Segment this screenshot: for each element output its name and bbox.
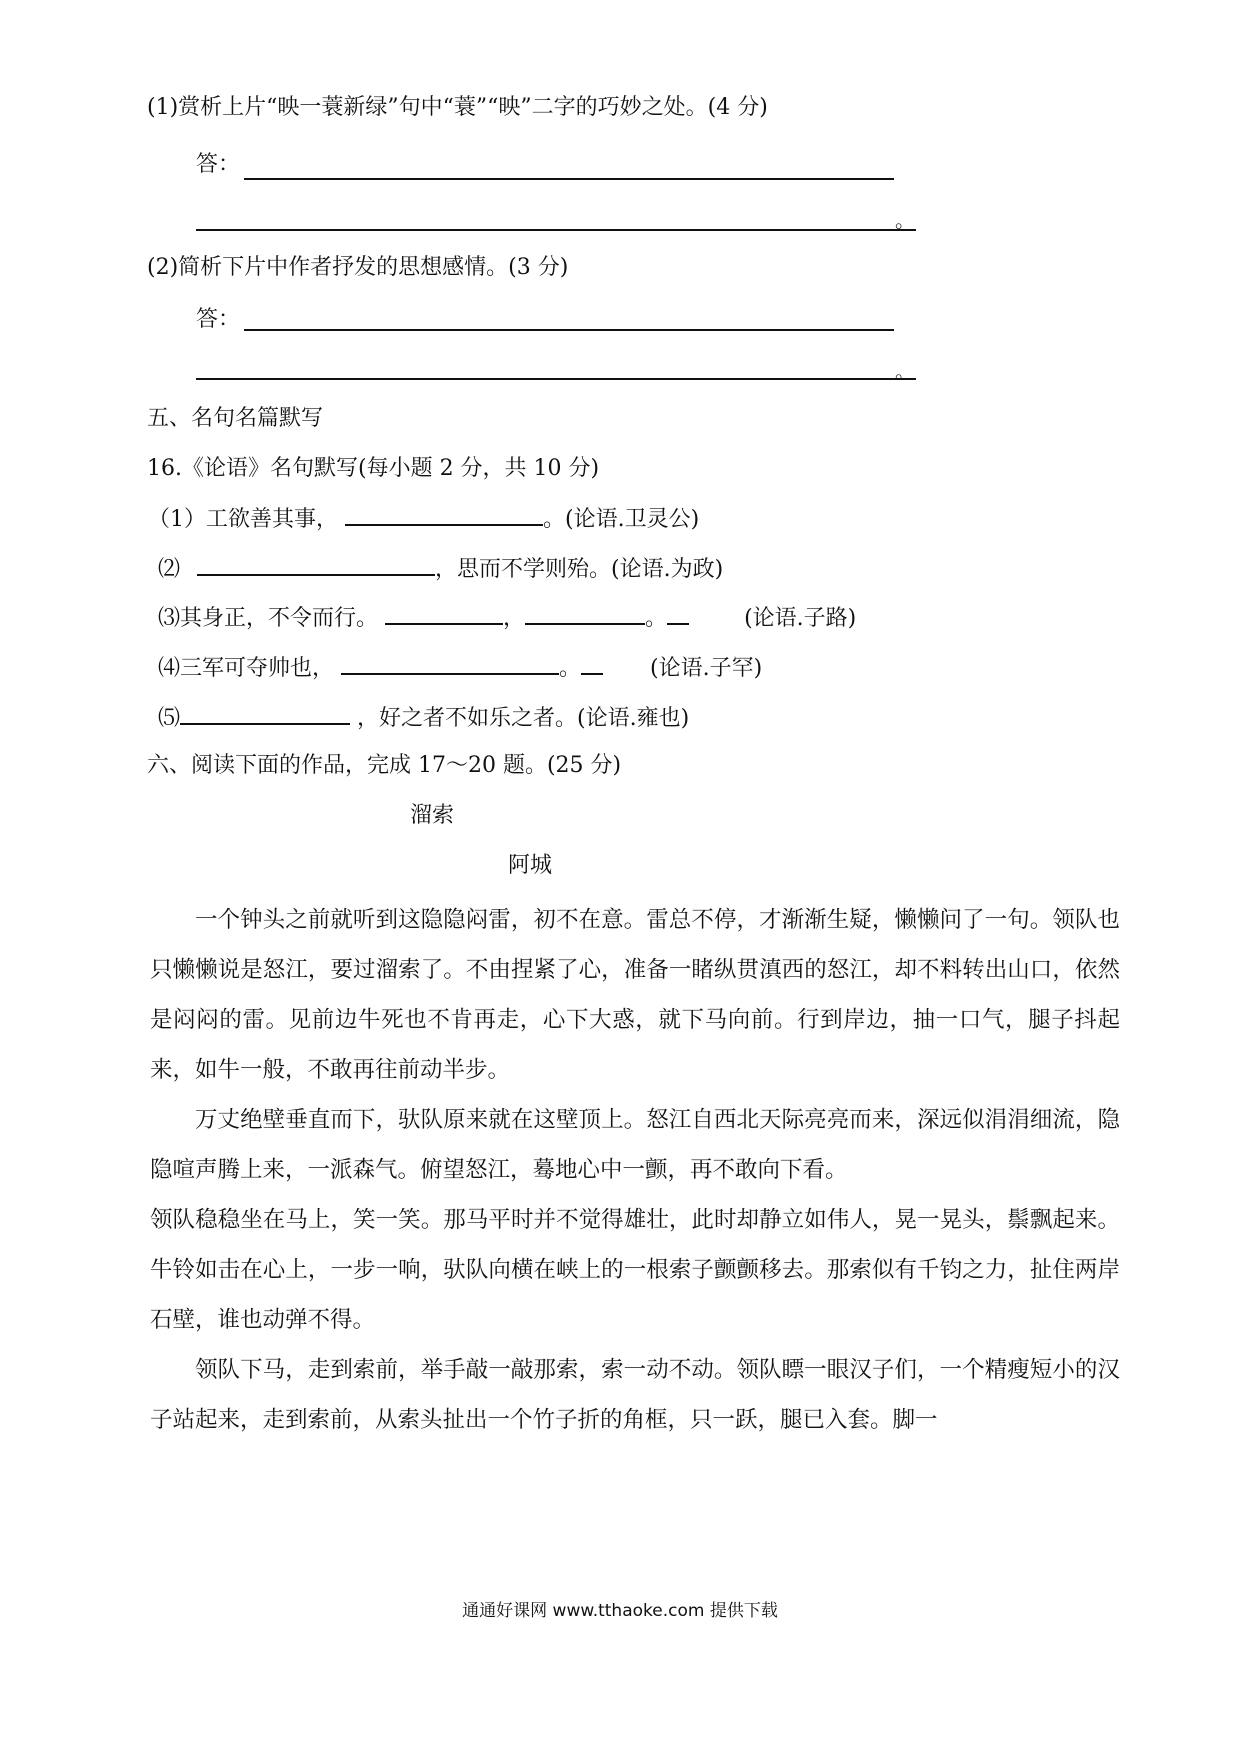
fill-blank[interactable] <box>180 701 350 725</box>
paragraph-4: 领队下马，走到索前，举手敲一敲那索，索一动不动。领队瞟一眼汉子们，一个精瘦短小的汉子站起来，走到索前，从索头扯出一个竹子折的角框，只一跃，腿已入套。脚一 <box>150 1357 1120 1433</box>
answer-line-1[interactable] <box>244 178 894 180</box>
item-text-after: 。 <box>645 606 668 631</box>
paragraph-3: 领队稳稳坐在马上，笑一笑。那马平时并不觉得雄壮，此时却静立如伟人，晃一晃头，鬃飘起来。牛铃如击在心上，一步一响，驮队向横在峡上的一根索子颤颤移去。那索似有千钧之力，扯住两岸石壁，谁也动弹不得。 <box>150 1207 1120 1333</box>
page-footer: 通通好课网 www.tthaoke.com 提供下载 <box>462 1601 778 1621</box>
section-6-heading: 六、阅读下面的作品，完成 17～20 题。(25 分) <box>147 753 622 778</box>
end-mark: 。 <box>895 208 915 232</box>
fill-blank-tail <box>581 651 603 675</box>
question-15-1-prompt: (1)赏析上片“映一蓑新绿”句中“蓑”“映”二字的巧妙之处。(4 分) <box>147 95 768 120</box>
fill-item-5 <box>158 701 689 734</box>
item-source: (论语.子罕) <box>650 656 763 681</box>
fill-item-1 <box>148 502 699 535</box>
fill-item-4 <box>158 651 762 684</box>
answer-line-2[interactable] <box>196 229 916 231</box>
article-title: 溜索 <box>410 803 455 828</box>
item-number: ⑸ <box>158 706 181 731</box>
question-15-2-prompt: (2)简析下片中作者抒发的思想感情。(3 分) <box>147 255 569 280</box>
end-mark: 。 <box>895 359 915 383</box>
item-text-after: 。(论语.卫灵公) <box>543 507 700 532</box>
item-text-mid: ， <box>503 606 526 631</box>
item-text-after: ，思而不学则殆。(论语.为政) <box>435 557 724 582</box>
item-text-before: 工欲善其事， <box>206 507 339 532</box>
item-text-before: 其身正，不令而行。 <box>180 606 379 631</box>
answer-line-1[interactable] <box>244 329 894 331</box>
item-text-after: ，好之者不如乐之者。(论语.雍也) <box>357 706 690 731</box>
question-16-title: 16.《论语》名句默写(每小题 2 分，共 10 分) <box>147 456 600 481</box>
fill-blank[interactable] <box>525 601 645 625</box>
answer-label: 答： <box>196 307 241 332</box>
fill-blank[interactable] <box>385 601 503 625</box>
fill-blank-tail <box>667 601 689 625</box>
item-number: ⑷ <box>158 656 181 681</box>
fill-item-3 <box>158 601 856 634</box>
answer-line-2[interactable] <box>196 378 916 380</box>
item-number: ⑵ <box>158 557 181 582</box>
item-number: （1） <box>148 507 206 532</box>
paragraph-1: 一个钟头之前就听到这隐隐闷雷，初不在意。雷总不停，才渐渐生疑，懒懒问了一句。领队也只懒懒说是怒江，要过溜索了。不由捏紧了心，准备一睹纵贯滇西的怒江，却不料转出山口，依然是闷闷的雷。见前边牛死也不肯再走，心下大惑，就下马向前。行到岸边，抽一口气，腿子抖起来，如牛一般，不敢再往前动半步。 <box>150 907 1120 1083</box>
section-5-heading: 五、名句名篇默写 <box>147 406 324 431</box>
fill-item-2 <box>158 552 723 585</box>
item-text-after: 。 <box>559 656 582 681</box>
item-source: (论语.子路) <box>744 606 857 631</box>
item-text-before: 三军可夺帅也， <box>180 656 335 681</box>
paragraph-2: 万丈绝壁垂直而下，驮队原来就在这壁顶上。怒江自西北天际亮亮而来，深远似涓涓细流，隐隐喧声腾上来，一派森气。俯望怒江，蓦地心中一颤，再不敢向下看。 <box>150 1107 1120 1183</box>
item-number: ⑶ <box>158 606 181 631</box>
answer-label: 答： <box>196 152 241 177</box>
article-author: 阿城 <box>508 853 553 878</box>
fill-blank[interactable] <box>341 651 559 675</box>
article-body <box>150 895 1120 1445</box>
fill-blank[interactable] <box>197 552 435 576</box>
fill-blank[interactable] <box>345 502 543 526</box>
